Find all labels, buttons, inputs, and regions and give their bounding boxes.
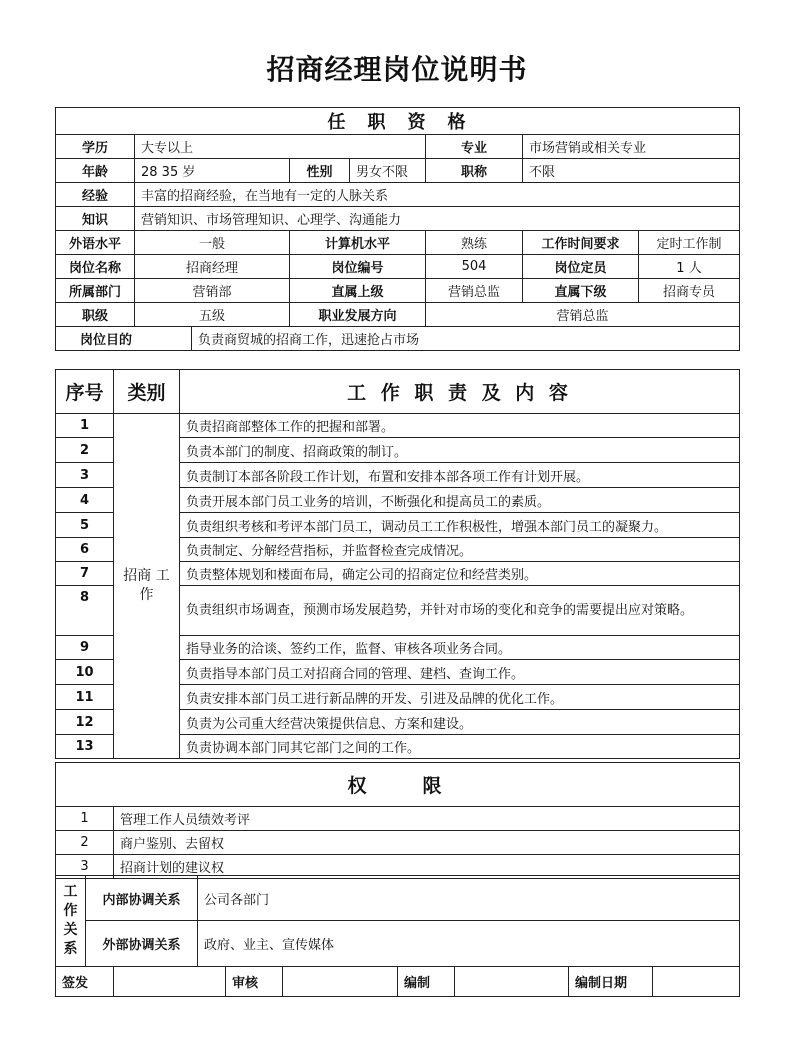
authority-text: 管理工作人员绩效考评: [114, 807, 740, 831]
external-value: 政府、业主、宣传媒体: [198, 921, 740, 967]
title-value: 不限: [523, 159, 740, 183]
major-value: 市场营销或相关专业: [523, 135, 740, 159]
relations-table: [55, 875, 740, 967]
review-label: 审核: [226, 967, 283, 997]
headcount-label: 岗位定员: [523, 255, 639, 279]
duty-text: 负责整体规划和楼面布局，确定公司的招商定位和经营类别。: [180, 562, 740, 586]
computer-label: 计算机水平: [290, 231, 426, 255]
internal-label: 内部协调关系: [86, 876, 198, 921]
knowledge-label: 知识: [56, 207, 135, 231]
duty-no: 6: [56, 538, 114, 562]
internal-value: 公司各部门: [198, 876, 740, 921]
duty-text: 负责为公司重大经营决策提供信息、方案和建设。: [180, 710, 740, 735]
subordinate-label: 直属下级: [523, 279, 639, 303]
duty-no: 13: [56, 735, 114, 759]
authority-table: [55, 762, 740, 879]
date-label: 编制日期: [569, 967, 653, 997]
position-label: 岗位名称: [56, 255, 135, 279]
purpose-value: 负责商贸城的招商工作，迅速抢占市场: [192, 327, 740, 351]
duty-no: 1: [56, 414, 114, 438]
computer-value: 熟练: [426, 231, 523, 255]
relations-label: 工作关系: [56, 876, 86, 967]
education-label: 学历: [56, 135, 135, 159]
superior-label: 直属上级: [290, 279, 426, 303]
duties-table: [55, 369, 740, 759]
purpose-label-cell: [56, 327, 192, 351]
sign-field[interactable]: [114, 967, 226, 997]
duties-category-header: 类别: [114, 370, 180, 414]
duty-no: 10: [56, 660, 114, 685]
worktime-label: 工作时间要求: [523, 231, 639, 255]
authority-no: 2: [56, 831, 114, 855]
career-value: 营销总监: [426, 303, 740, 327]
age-label: 年龄: [56, 159, 135, 183]
authority-no: 1: [56, 807, 114, 831]
grade-label: 职级: [56, 303, 135, 327]
duty-no: 7: [56, 562, 114, 586]
page-title: 招商经理岗位说明书: [266, 53, 528, 86]
external-label: 外部协调关系: [86, 921, 198, 967]
education-value: 大专以上: [135, 135, 426, 159]
dept-value: 营销部: [135, 279, 290, 303]
duty-category: 招商 工作: [114, 414, 180, 759]
duty-no: 8: [56, 586, 114, 636]
age-value: 28 35 岁: [135, 159, 290, 183]
duty-text: 指导业务的洽谈、签约工作，监督、审核各项业务合同。: [180, 636, 740, 660]
authority-no: 3: [56, 855, 114, 879]
duty-no: 12: [56, 710, 114, 735]
purpose-label: 岗位目的: [79, 333, 132, 348]
language-value: 一般: [135, 231, 290, 255]
duties-content-header: 工 作 职 责 及 内 容: [180, 370, 740, 414]
position-value: 招商经理: [135, 255, 290, 279]
dept-label: 所属部门: [56, 279, 135, 303]
qualifications-table: [55, 107, 740, 351]
qualifications-header: 任 职 资 格: [56, 108, 740, 135]
duty-text: 负责组织市场调查，预测市场发展趋势，并针对市场的变化和竞争的需要提出应对策略。: [180, 586, 740, 636]
headcount-value: 1 人: [639, 255, 740, 279]
duty-text: 负责本部门的制度、招商政策的制订。: [180, 438, 740, 463]
experience-label: 经验: [56, 183, 135, 207]
grade-value: 五级: [135, 303, 290, 327]
duty-text: 负责制定、分解经营指标，并监督检查完成情况。: [180, 538, 740, 562]
experience-value: 丰富的招商经验，在当地有一定的人脉关系: [135, 183, 740, 207]
position-no-value: 504: [426, 255, 523, 279]
review-field[interactable]: [283, 967, 398, 997]
title-label: 职称: [426, 159, 523, 183]
duty-text: 负责开展本部门员工业务的培训，不断强化和提高员工的素质。: [180, 488, 740, 513]
footer-table: [55, 966, 740, 997]
duty-no: 5: [56, 513, 114, 538]
knowledge-value: 营销知识、市场管理知识、心理学、沟通能力: [135, 207, 740, 231]
position-no-label: 岗位编号: [290, 255, 426, 279]
gender-value: 男女不限: [350, 159, 426, 183]
compile-label: 编制: [398, 967, 455, 997]
major-label: 专业: [426, 135, 523, 159]
worktime-value: 定时工作制: [639, 231, 740, 255]
superior-value: 营销总监: [426, 279, 523, 303]
gender-label: 性别: [290, 159, 350, 183]
duty-text: 负责指导本部门员工对招商合同的管理、建档、查询工作。: [180, 660, 740, 685]
duty-text: 负责招商部整体工作的把握和部署。: [180, 414, 740, 438]
language-label: 外语水平: [56, 231, 135, 255]
subordinate-value: 招商专员: [639, 279, 740, 303]
duty-no: 4: [56, 488, 114, 513]
compile-field[interactable]: [455, 967, 569, 997]
duty-text: 负责组织考核和考评本部门员工，调动员工工作积极性，增强本部门员工的凝聚力。: [180, 513, 740, 538]
duty-text: 负责协调本部门同其它部门之间的工作。: [180, 735, 740, 759]
duty-text: 负责安排本部门员工进行新品牌的开发、引进及品牌的优化工作。: [180, 685, 740, 710]
duty-text: 负责制订本部各阶段工作计划，布置和安排本部各项工作有计划开展。: [180, 463, 740, 488]
authority-text: 招商计划的建议权: [114, 855, 740, 879]
date-field[interactable]: [653, 967, 740, 997]
duties-no-header: 序号: [56, 370, 114, 414]
sign-label: 签发: [56, 967, 114, 997]
authority-text: 商户鉴别、去留权: [114, 831, 740, 855]
duty-no: 11: [56, 685, 114, 710]
career-label: 职业发展方向: [290, 303, 426, 327]
duty-no: 9: [56, 636, 114, 660]
authority-header: 权 限: [56, 763, 740, 807]
duty-no: 3: [56, 463, 114, 488]
duty-no: 2: [56, 438, 114, 463]
